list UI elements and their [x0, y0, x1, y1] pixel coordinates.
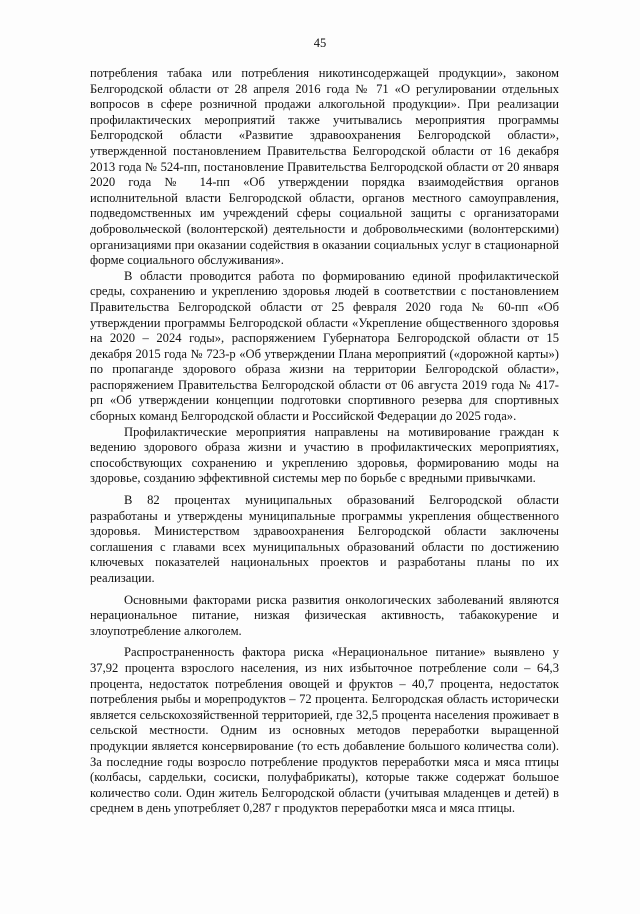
paragraph-4: В 82 процентах муниципальных образований Белгородской области разработаны и утверждены муниципальные программы укрепления общественного здоровья. Министерством здравоохранения Белгородской области заключены соглашения с главами всех муниципальных образований области по достижению ключевых показателей национальных проектов и разработаны планы по их реализации. — [90, 493, 559, 585]
paragraph-3: Профилактические мероприятия направлены на мотивирование граждан к ведению здорового образа жизни и участию в профилактических мероприятиях, способствующих сохранению и укреплению здоровья, формированию моды на здоровье, созданию эффективной системы мер по борьбе с вредными привычками. — [90, 424, 559, 486]
paragraph-2: В области проводится работа по формированию единой профилактической среды, сохранению и укреплению здоровья людей в соответствии с постановлением Правительства Белгородской области от 25 февраля 2020 года № 60-пп «Об утверждении программы Белгородской области «Укрепление общественного здоровья на 2020 – 2024 годы», распоряжением Губернатора Белгородской области от 15 декабря 2015 года № 723-р «Об утверждении Плана мероприятий («дорожной карты») по пропаганде здорового образа жизни на территории Белгородской области», распоряжением Правительства Белгородской области от 06 августа 2019 года № 417-рп «Об утверждении концепции подготовки спортивного резерва для спортивных сборных команд Белгородской области и Российской Федерации до 2025 года». — [90, 268, 559, 424]
paragraph-5: Основными факторами риска развития онкологических заболеваний являются нерациональное питание, низкая физическая активность, табакокурение и злоупотребление алкоголем. — [90, 592, 559, 638]
paragraph-1: потребления табака или потребления никотинсодержащей продукции», законом Белгородской области от 28 апреля 2016 года № 71 «О регулировании отдельных вопросов в сфере розничной продажи алкогольной продукции». При реализации профилактических мероприятий также учитывались мероприятия программы Белгородской области «Развитие здравоохранения Белгородской области», утвержденной постановлением Правительства Белгородской области от 16 декабря 2013 года № 524-пп, постановление Правительства Белгородской области от 20 января 2020 года № 14-пп «Об утверждении порядка взаимодействия органов исполнительной власти Белгородской области, органов местного самоуправления, подведомственных им учреждений сферы социальной защиты с организаторами добровольческой (волонтерской) деятельности и добровольческими (волонтерскими) организациями при оказании содействия в оказании социальных услуг в стационарной форме социального обслуживания». — [90, 66, 559, 268]
page-number: 45 — [313, 36, 327, 50]
document-body — [90, 66, 559, 817]
paragraph-6: Распространенность фактора риска «Нерациональное питание» выявлено у 37,92 процента взрослого населения, из них избыточное потребление соли – 64,3 процента, недостаток потребления овощей и фруктов – 40,7 процента, недостаток потребления рыбы и морепродуктов – 72 процента. Белгородская область исторически является сельскохозяйственной территорией, где 32,5 процента населения проживает в сельской местности. Одним из основных методов переработки выращенной продукции является консервирование (то есть добавление большого количества соли). За последние годы возросло потребление продуктов переработки мяса и мяса птицы (колбасы, сардельки, сосиски, полуфабрикаты), которые также содержат большое количество соли. Один житель Белгородской области (учитывая младенцев и детей) в среднем в день употребляет 0,287 г продуктов переработки мяса и мяса птицы. — [90, 645, 559, 816]
